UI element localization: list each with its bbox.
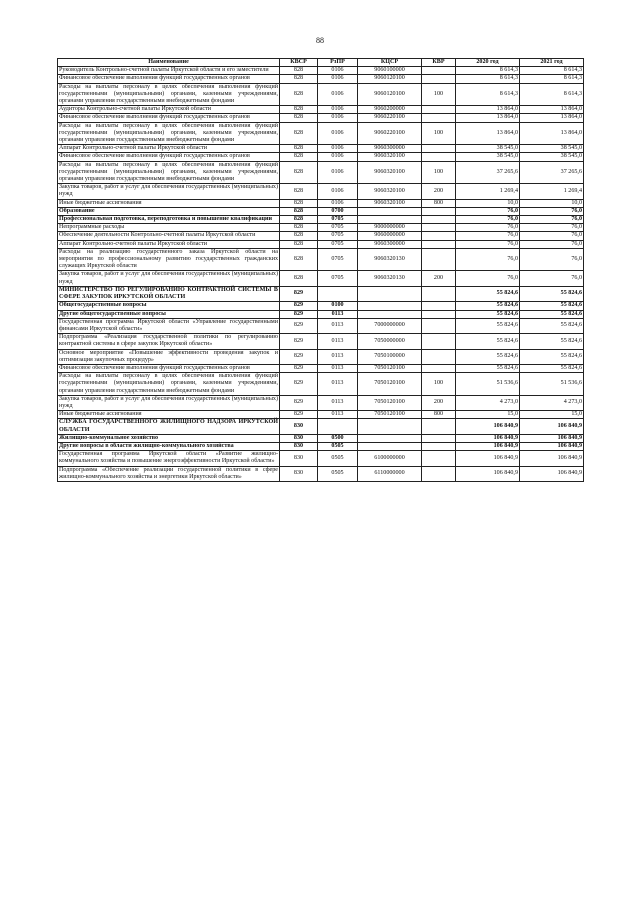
- table-row: [58, 106, 584, 114]
- cell-rzpr: 0106: [318, 106, 358, 114]
- cell-kcsr: 6110000000: [358, 466, 422, 481]
- cell-name: Подпрограмма «Обеспечение реализации государственной политики в сфере жилищно-коммунального хозяйства и энергетики Иркутской области»: [59, 466, 278, 480]
- cell-kcsr: 9060320100: [358, 184, 422, 199]
- cell-2020: 51 536,6: [456, 373, 520, 396]
- header-kvsr: КВСР: [280, 59, 318, 67]
- cell-rzpr: 0113: [318, 395, 358, 410]
- cell-2021: 106 840,9: [520, 451, 584, 466]
- cell-2021: 38 545,0: [520, 153, 584, 161]
- cell-rzpr: 0106: [318, 83, 358, 106]
- cell-kcsr: [358, 302, 422, 310]
- cell-2021: 55 824,6: [520, 364, 584, 372]
- cell-2021: 76,0: [520, 248, 584, 271]
- cell-kvsr: 829: [280, 318, 318, 333]
- cell-kvsr: 828: [280, 271, 318, 286]
- cell-kcsr: 7050100000: [358, 349, 422, 364]
- cell-name: Подпрограмма «Реализация государственной политики по регулированию контрактной системы в сфере закупок Иркутской области»: [59, 334, 278, 348]
- cell-2020: 37 265,6: [456, 161, 520, 184]
- cell-kcsr: [358, 310, 422, 318]
- cell-rzpr: 0705: [318, 216, 358, 224]
- cell-kcsr: 9060000000: [358, 232, 422, 240]
- table-header: [58, 59, 584, 67]
- cell-kcsr: 7050000000: [358, 334, 422, 349]
- cell-rzpr: 0106: [318, 67, 358, 75]
- cell-2021: 106 840,9: [520, 466, 584, 481]
- cell-name: Обеспечение деятельности Контрольно-счетной палаты Иркутской области: [58, 232, 280, 240]
- cell-kvsr: 828: [280, 114, 318, 122]
- cell-kvr: 200: [422, 395, 456, 410]
- cell-kvr: [422, 419, 456, 434]
- cell-2021: 10,0: [520, 199, 584, 207]
- cell-kvr: [422, 349, 456, 364]
- cell-name: Расходы на выплаты персоналу в целях обеспечения выполнения функций государственными (муниципальными) органами, казенными учреждениями, органами управления государственными внебюджетными фондами: [59, 161, 278, 183]
- cell-2020: 76,0: [456, 232, 520, 240]
- cell-kcsr: [358, 419, 422, 434]
- cell-2021: 13 864,0: [520, 106, 584, 114]
- cell-2020: 15,0: [456, 411, 520, 419]
- table-row: [58, 232, 584, 240]
- cell-2021: 51 536,6: [520, 373, 584, 396]
- cell-kvr: [422, 114, 456, 122]
- cell-2021: 8 614,3: [520, 67, 584, 75]
- cell-2021: 76,0: [520, 232, 584, 240]
- cell-kvsr: 829: [280, 286, 318, 301]
- cell-2020: 38 545,0: [456, 145, 520, 153]
- table-row: [58, 153, 584, 161]
- cell-kvr: [422, 318, 456, 333]
- cell-kcsr: 9060300000: [358, 145, 422, 153]
- cell-kcsr: 7000000000: [358, 318, 422, 333]
- table-row: [58, 334, 584, 349]
- cell-kvr: [422, 451, 456, 466]
- cell-kvsr: 829: [280, 364, 318, 372]
- cell-kvsr: 828: [280, 122, 318, 145]
- cell-name: Образование: [58, 207, 280, 215]
- cell-rzpr: 0106: [318, 184, 358, 199]
- cell-2020: 1 269,4: [456, 184, 520, 199]
- cell-kcsr: 9060220100: [358, 122, 422, 145]
- cell-kvsr: 829: [280, 395, 318, 410]
- cell-rzpr: 0705: [318, 232, 358, 240]
- cell-2021: 4 273,0: [520, 395, 584, 410]
- cell-name: Расходы на выплаты персоналу в целях обеспечения выполнения функций государственными (муниципальными) органами, казенными учреждениями, органами управления государственными внебюджетными фондами: [59, 122, 278, 144]
- cell-kvr: 100: [422, 83, 456, 106]
- cell-name: Расходы на реализацию государственного заказа Иркутской области на мероприятия по профессиональному развитию государственных гражданских служащих Иркутской области: [59, 248, 278, 270]
- cell-kvsr: 830: [280, 442, 318, 450]
- cell-kcsr: 9060320100: [358, 161, 422, 184]
- cell-kcsr: 9060120100: [358, 83, 422, 106]
- cell-rzpr: 0705: [318, 224, 358, 232]
- cell-rzpr: 0106: [318, 75, 358, 83]
- cell-2020: 76,0: [456, 207, 520, 215]
- table-row: [58, 114, 584, 122]
- cell-rzpr: 0106: [318, 145, 358, 153]
- cell-2020: 55 824,6: [456, 302, 520, 310]
- cell-kvsr: 828: [280, 232, 318, 240]
- cell-rzpr: [318, 419, 358, 434]
- cell-name: Иные бюджетные ассигнования: [58, 411, 280, 419]
- cell-2020: 55 824,6: [456, 349, 520, 364]
- cell-kcsr: 7050120100: [358, 364, 422, 372]
- table-row: [58, 122, 584, 145]
- cell-kcsr: 9060320130: [358, 271, 422, 286]
- cell-kvr: [422, 67, 456, 75]
- cell-rzpr: 0106: [318, 153, 358, 161]
- cell-kvsr: 828: [280, 106, 318, 114]
- cell-kcsr: [358, 434, 422, 442]
- table-row: [58, 442, 584, 450]
- cell-2020: 55 824,6: [456, 286, 520, 301]
- table-row: [58, 364, 584, 372]
- cell-2021: 55 824,6: [520, 349, 584, 364]
- page-number: 88: [316, 36, 324, 45]
- header-row: [58, 59, 584, 67]
- cell-2021: 106 840,9: [520, 434, 584, 442]
- cell-2020: 55 824,6: [456, 364, 520, 372]
- cell-kvr: [422, 240, 456, 248]
- cell-name: Основное мероприятие «Повышение эффективности проведения закупок и оптимизация закупочных процедур»: [59, 349, 278, 363]
- cell-name: Другие общегосударственные вопросы: [58, 310, 280, 318]
- cell-kcsr: [358, 442, 422, 450]
- cell-kvr: [422, 232, 456, 240]
- cell-rzpr: 0113: [318, 411, 358, 419]
- cell-2021: 15,0: [520, 411, 584, 419]
- cell-name: Государственная программа Иркутской области «Управление государственными финансами Иркутской области»: [59, 318, 278, 332]
- table-row: [58, 411, 584, 419]
- cell-kvr: 200: [422, 184, 456, 199]
- cell-name: Закупка товаров, работ и услуг для обеспечения государственных (муниципальных) нужд: [59, 271, 278, 285]
- header-kvr: КВР: [422, 59, 456, 67]
- cell-kcsr: [358, 286, 422, 301]
- cell-kvsr: 829: [280, 334, 318, 349]
- cell-rzpr: 0113: [318, 349, 358, 364]
- cell-2021: 76,0: [520, 207, 584, 215]
- cell-kvsr: 830: [280, 434, 318, 442]
- cell-rzpr: 0705: [318, 248, 358, 271]
- cell-kcsr: 6100000000: [358, 451, 422, 466]
- cell-kcsr: 9000000000: [358, 224, 422, 232]
- header-2020: 2020 год: [456, 59, 520, 67]
- cell-name: Финансовое обеспечение выполнения функций государственных органов: [58, 153, 280, 161]
- cell-rzpr: 0705: [318, 271, 358, 286]
- cell-2021: 106 840,9: [520, 419, 584, 434]
- table-row: [58, 395, 584, 410]
- cell-kvsr: 828: [280, 207, 318, 215]
- table-row: [58, 302, 584, 310]
- cell-kcsr: 7050120100: [358, 373, 422, 396]
- table-row: [58, 145, 584, 153]
- cell-rzpr: 0505: [318, 466, 358, 481]
- cell-kcsr: 9060300000: [358, 240, 422, 248]
- cell-kvsr: 828: [280, 224, 318, 232]
- cell-kvr: [422, 334, 456, 349]
- table-row: [58, 240, 584, 248]
- cell-2020: 8 614,3: [456, 75, 520, 83]
- cell-2021: 55 824,6: [520, 310, 584, 318]
- cell-2021: 76,0: [520, 271, 584, 286]
- cell-2021: 38 545,0: [520, 145, 584, 153]
- cell-2020: 106 840,9: [456, 434, 520, 442]
- cell-rzpr: 0113: [318, 310, 358, 318]
- cell-2020: 76,0: [456, 240, 520, 248]
- cell-2021: 55 824,6: [520, 286, 584, 301]
- cell-kvr: 200: [422, 271, 456, 286]
- cell-name: Финансовое обеспечение выполнения функций государственных органов: [58, 114, 280, 122]
- cell-2020: 8 614,3: [456, 83, 520, 106]
- cell-2020: 76,0: [456, 271, 520, 286]
- cell-name: Руководитель Контрольно-счетной палаты Иркутской области и его заместители: [58, 67, 280, 75]
- cell-2020: 106 840,9: [456, 442, 520, 450]
- table-row: [58, 349, 584, 364]
- table-row: [58, 434, 584, 442]
- cell-kvsr: 828: [280, 145, 318, 153]
- cell-2020: 13 864,0: [456, 106, 520, 114]
- cell-2020: 4 273,0: [456, 395, 520, 410]
- cell-kvsr: 828: [280, 199, 318, 207]
- cell-name: МИНИСТЕРСТВО ПО РЕГУЛИРОВАНИЮ КОНТРАКТНОЙ СИСТЕМЫ В СФЕРЕ ЗАКУПОК ИРКУТСКОЙ ОБЛАСТИ: [59, 286, 278, 301]
- table-row: [58, 207, 584, 215]
- table-row: [58, 184, 584, 199]
- cell-rzpr: [318, 286, 358, 301]
- cell-2021: 55 824,6: [520, 302, 584, 310]
- budget-table: [57, 58, 584, 482]
- table-row: [58, 318, 584, 333]
- cell-2021: 8 614,3: [520, 83, 584, 106]
- cell-2020: 106 840,9: [456, 419, 520, 434]
- cell-kvr: [422, 434, 456, 442]
- cell-kvr: 800: [422, 199, 456, 207]
- cell-kvr: [422, 216, 456, 224]
- table-row: [58, 286, 584, 301]
- header-kcsr: КЦСР: [358, 59, 422, 67]
- cell-2021: 13 864,0: [520, 114, 584, 122]
- cell-kvsr: 828: [280, 75, 318, 83]
- cell-kvsr: 828: [280, 67, 318, 75]
- cell-name: Расходы на выплаты персоналу в целях обеспечения выполнения функций государственными (муниципальными) органами, казенными учреждениями, органами управления государственными внебюджетными фондами: [59, 83, 278, 105]
- cell-kvsr: 830: [280, 466, 318, 481]
- table-row: [58, 271, 584, 286]
- cell-2020: 76,0: [456, 216, 520, 224]
- cell-kcsr: [358, 207, 422, 215]
- cell-rzpr: 0113: [318, 318, 358, 333]
- cell-name: Государственная программа Иркутской области «Развитие жилищно-коммунального хозяйства и повышение энергоэффективности Иркутской области»: [59, 451, 278, 465]
- cell-kvr: [422, 145, 456, 153]
- cell-kvsr: 828: [280, 240, 318, 248]
- table-row: [58, 224, 584, 232]
- cell-kvr: [422, 442, 456, 450]
- cell-2021: 37 265,6: [520, 161, 584, 184]
- cell-kvr: [422, 153, 456, 161]
- cell-rzpr: 0505: [318, 442, 358, 450]
- cell-kvsr: 829: [280, 302, 318, 310]
- cell-kvsr: 828: [280, 153, 318, 161]
- cell-kcsr: 9060320100: [358, 199, 422, 207]
- cell-2020: 106 840,9: [456, 451, 520, 466]
- cell-rzpr: 0113: [318, 334, 358, 349]
- cell-rzpr: 0106: [318, 161, 358, 184]
- cell-2021: 55 824,6: [520, 318, 584, 333]
- cell-2021: 106 840,9: [520, 442, 584, 450]
- cell-kcsr: 7050120100: [358, 395, 422, 410]
- cell-rzpr: 0100: [318, 302, 358, 310]
- cell-2020: 10,0: [456, 199, 520, 207]
- cell-name: Общегосударственные вопросы: [58, 302, 280, 310]
- cell-kvr: 800: [422, 411, 456, 419]
- header-name: Наименование: [58, 59, 280, 67]
- cell-kvr: [422, 310, 456, 318]
- cell-2020: 13 864,0: [456, 114, 520, 122]
- cell-2020: 55 824,6: [456, 334, 520, 349]
- cell-kcsr: 7050120100: [358, 411, 422, 419]
- table-row: [58, 83, 584, 106]
- cell-rzpr: 0705: [318, 240, 358, 248]
- cell-name: Другие вопросы в области жилищно-коммунального хозяйства: [58, 442, 280, 450]
- cell-kvr: [422, 364, 456, 372]
- cell-kvr: 100: [422, 161, 456, 184]
- cell-2021: 76,0: [520, 224, 584, 232]
- cell-kvr: [422, 106, 456, 114]
- header-2021: 2021 год: [520, 59, 584, 67]
- cell-kvsr: 828: [280, 184, 318, 199]
- table-row: [58, 161, 584, 184]
- cell-name: Закупка товаров, работ и услуг для обеспечения государственных (муниципальных) нужд: [59, 184, 278, 198]
- table-row: [58, 67, 584, 75]
- cell-2021: 1 269,4: [520, 184, 584, 199]
- cell-rzpr: 0113: [318, 373, 358, 396]
- cell-2021: 76,0: [520, 216, 584, 224]
- cell-kvsr: 828: [280, 161, 318, 184]
- cell-kcsr: 9060100000: [358, 67, 422, 75]
- cell-kvr: [422, 466, 456, 481]
- cell-kvr: 100: [422, 122, 456, 145]
- cell-kvsr: 830: [280, 451, 318, 466]
- cell-name: Аудиторы Контрольно-счетной палаты Иркутской области: [58, 106, 280, 114]
- header-rzpr: РзПР: [318, 59, 358, 67]
- cell-kvsr: 829: [280, 373, 318, 396]
- cell-2020: 106 840,9: [456, 466, 520, 481]
- table-row: [58, 75, 584, 83]
- cell-name: СЛУЖБА ГОСУДАРСТВЕННОГО ЖИЛИЩНОГО НАДЗОРА ИРКУТСКОЙ ОБЛАСТИ: [59, 419, 278, 433]
- cell-kvsr: 829: [280, 411, 318, 419]
- cell-kcsr: 9060220100: [358, 114, 422, 122]
- cell-2020: 55 824,6: [456, 310, 520, 318]
- cell-kcsr: 9060320130: [358, 248, 422, 271]
- cell-kcsr: 9060120100: [358, 75, 422, 83]
- cell-name: Аппарат Контрольно-счетной палаты Иркутской области: [58, 240, 280, 248]
- cell-kvr: [422, 224, 456, 232]
- cell-kcsr: 9060200000: [358, 106, 422, 114]
- table-row: [58, 419, 584, 434]
- table-row: [58, 373, 584, 396]
- cell-2020: 13 864,0: [456, 122, 520, 145]
- cell-2021: 13 864,0: [520, 122, 584, 145]
- cell-name: Профессиональная подготовка, переподготовка и повышение квалификации: [58, 216, 280, 224]
- cell-kvsr: 830: [280, 419, 318, 434]
- cell-2021: 55 824,6: [520, 334, 584, 349]
- table-row: [58, 199, 584, 207]
- cell-rzpr: 0106: [318, 114, 358, 122]
- table-row: [58, 451, 584, 466]
- table-body: [58, 67, 584, 482]
- table-row: [58, 248, 584, 271]
- cell-kvsr: 828: [280, 248, 318, 271]
- cell-rzpr: 0113: [318, 364, 358, 372]
- cell-name: Аппарат Контрольно-счетной палаты Иркутской области: [58, 145, 280, 153]
- cell-kcsr: [358, 216, 422, 224]
- cell-2020: 55 824,6: [456, 318, 520, 333]
- cell-name: Иные бюджетные ассигнования: [58, 199, 280, 207]
- cell-name: Закупка товаров, работ и услуг для обеспечения государственных (муниципальных) нужд: [59, 395, 278, 409]
- table-row: [58, 466, 584, 481]
- cell-kvsr: 828: [280, 216, 318, 224]
- cell-name: Жилищно-коммунальное хозяйство: [58, 434, 280, 442]
- cell-rzpr: 0500: [318, 434, 358, 442]
- cell-name: Финансовое обеспечение выполнения функций государственных органов: [58, 75, 280, 83]
- cell-2020: 76,0: [456, 248, 520, 271]
- cell-kvr: [422, 302, 456, 310]
- cell-kcsr: 9060320100: [358, 153, 422, 161]
- cell-2020: 38 545,0: [456, 153, 520, 161]
- cell-kvsr: 829: [280, 349, 318, 364]
- cell-kvsr: 828: [280, 83, 318, 106]
- cell-name: Непрограммные расходы: [58, 224, 280, 232]
- cell-rzpr: 0505: [318, 451, 358, 466]
- cell-rzpr: 0700: [318, 207, 358, 215]
- table-row: [58, 310, 584, 318]
- cell-2021: 76,0: [520, 240, 584, 248]
- cell-kvr: [422, 248, 456, 271]
- cell-2021: 8 614,3: [520, 75, 584, 83]
- cell-name: Расходы на выплаты персоналу в целях обеспечения выполнения функций государственными (муниципальными) органами, казенными учреждениями, органами управления государственными внебюджетными фондами: [59, 373, 278, 394]
- cell-2020: 76,0: [456, 224, 520, 232]
- cell-kvr: 100: [422, 373, 456, 396]
- cell-kvr: [422, 207, 456, 215]
- cell-rzpr: 0106: [318, 199, 358, 207]
- cell-kvsr: 829: [280, 310, 318, 318]
- cell-name: Финансовое обеспечение выполнения функций государственных органов: [58, 364, 280, 372]
- cell-rzpr: 0106: [318, 122, 358, 145]
- cell-kvr: [422, 75, 456, 83]
- cell-kvr: [422, 286, 456, 301]
- table-row: [58, 216, 584, 224]
- cell-2020: 8 614,3: [456, 67, 520, 75]
